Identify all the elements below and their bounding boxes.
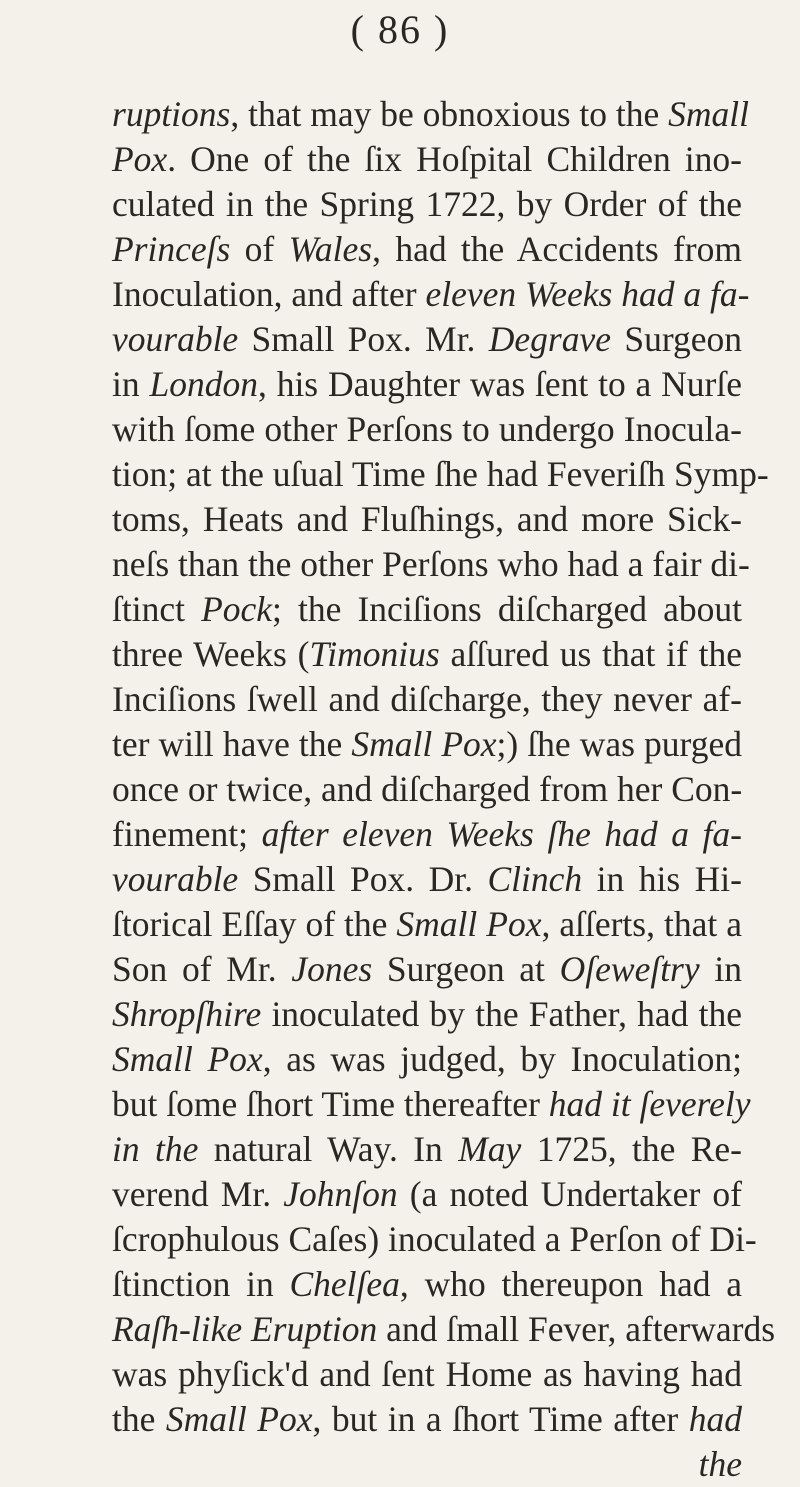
text-run: Inciſions ſwell and diſcharge, they never af- [112,679,742,719]
text-run: Oſeweſtry [559,949,700,989]
text-run: 1725, the Re- [521,1129,743,1169]
text-run: Raſh-like Eruption [112,1309,378,1349]
text-run: ruptions [112,94,231,134]
text-run: Chelſea [289,1264,400,1304]
text-run: once or twice, and diſcharged from her Con- [112,769,743,809]
text-line [112,587,742,632]
text-run: tion; at the uſual Time ſhe had Feveriſh Symp- [112,454,769,494]
text-run: vourable [112,859,239,899]
text-run: of [230,229,289,269]
text-line [112,452,769,497]
text-line [112,812,742,857]
text-run: ſtinction in [112,1264,290,1304]
text-run: three Weeks ( [112,634,310,674]
text-run: Shropſhire [112,994,262,1034]
text-line [112,1262,742,1307]
text-run: with ſome other Perſons to undergo Inocula- [112,409,742,449]
text-line [112,947,742,992]
text-line [112,1217,757,1262]
text-run: finement; [112,814,262,854]
text-run: Pox [112,139,168,179]
text-run: Small Pox [112,1039,263,1079]
text-line [112,362,742,407]
text-run: but ſome ſhort Time thereafter [112,1084,549,1124]
text-run: natural Way. In [198,1129,459,1169]
text-run: Pock [201,589,273,629]
catchword: the [698,1444,742,1484]
text-run: Surgeon [611,319,743,359]
text-run: verend Mr. [112,1174,284,1214]
text-run: in [699,949,742,989]
text-run: ſtinct [112,589,202,629]
text-run: Wales [288,229,373,269]
text-run: Small [668,94,750,134]
text-line [112,497,742,542]
text-run: , aſſerts, that a [541,904,742,944]
text-run: Small Pox. Mr. [238,319,489,359]
text-run: in his Hi- [582,859,742,899]
text-run: aſſured us that if the [439,634,743,674]
text-line [112,1307,776,1352]
text-line [112,182,742,227]
text-run: London [149,364,258,404]
text-run: Small Pox [165,1399,313,1439]
text-run: eleven Weeks had a fa- [425,274,750,314]
text-line [112,1127,742,1172]
text-run: , who thereupon had a [399,1264,742,1304]
text-line [112,722,742,767]
text-line [112,1037,742,1082]
text-run: Clinch [487,859,583,899]
text-run: in [112,364,150,404]
text-line [112,902,742,947]
text-run: Inoculation, and after [112,274,426,314]
text-run: had [688,1399,742,1439]
text-run: , that may be obnoxious to the [230,94,669,134]
text-run: May [458,1129,522,1169]
text-run: , but in a ſhort Time after [312,1399,689,1439]
text-run: ſtorical Eſſay of the [112,904,397,944]
text-run: had it ſeverely [548,1084,751,1124]
text-run: Degrave [488,319,611,359]
text-line [112,227,742,272]
text-line [112,272,750,317]
text-run: ; the Inciſions diſcharged about [272,589,742,629]
text-line [112,1172,742,1217]
text-line [112,632,742,677]
text-run: in the [112,1129,199,1169]
text-line [112,992,742,1037]
text-line [112,767,742,812]
text-run: , had the Accidents from [372,229,742,269]
text-run: , his Daughter was ſent to a Nurſe [257,364,742,404]
text-run: Jones [291,949,373,989]
body-text [112,92,776,1487]
text-line [112,92,750,137]
text-run: ter will have the [112,724,352,764]
text-run: vourable [112,319,239,359]
text-run: neſs than the other Perſons who had a fair di- [112,544,750,584]
text-line [112,137,742,182]
text-run: the [112,1399,166,1439]
text-line [112,317,742,362]
text-line [112,542,750,587]
text-run: and ſmall Fever, afterwards [377,1309,776,1349]
text-run: culated in the Spring 1722, by Order of the [112,184,742,224]
text-run: Son of Mr. [112,949,292,989]
text-run: (a noted Undertaker of [397,1174,743,1214]
text-run: Surgeon at [372,949,560,989]
text-run: Timonius [309,634,440,674]
text-run: ſcrophulous Caſes) inoculated a Perſon of Di- [112,1219,757,1259]
page-number: ( 86 ) [350,7,450,52]
text-run: Small Pox [351,724,497,764]
text-run: . One of the ſix Hoſpital Children ino- [167,139,742,179]
text-run: Small Pox. Dr. [238,859,488,899]
text-run: , as was judged, by Inoculation; [262,1039,742,1079]
text-line [112,1397,742,1442]
text-run: toms, Heats and Fluſhings, and more Sick- [112,499,742,539]
text-run: Princeſs [112,229,231,269]
text-line [112,857,742,902]
text-run: inoculated by the Father, had the [261,994,742,1034]
text-line [112,677,742,722]
text-run: Johnſon [283,1174,398,1214]
text-run: Small Pox [396,904,542,944]
text-run: after eleven Weeks ſhe had a fa- [261,814,742,854]
text-run: was phyſick'd and ſent Home as having had [112,1354,742,1394]
text-line [112,1352,742,1397]
text-run: ;) ſhe was purged [496,724,742,764]
text-line [112,407,742,452]
text-line [112,1082,751,1127]
